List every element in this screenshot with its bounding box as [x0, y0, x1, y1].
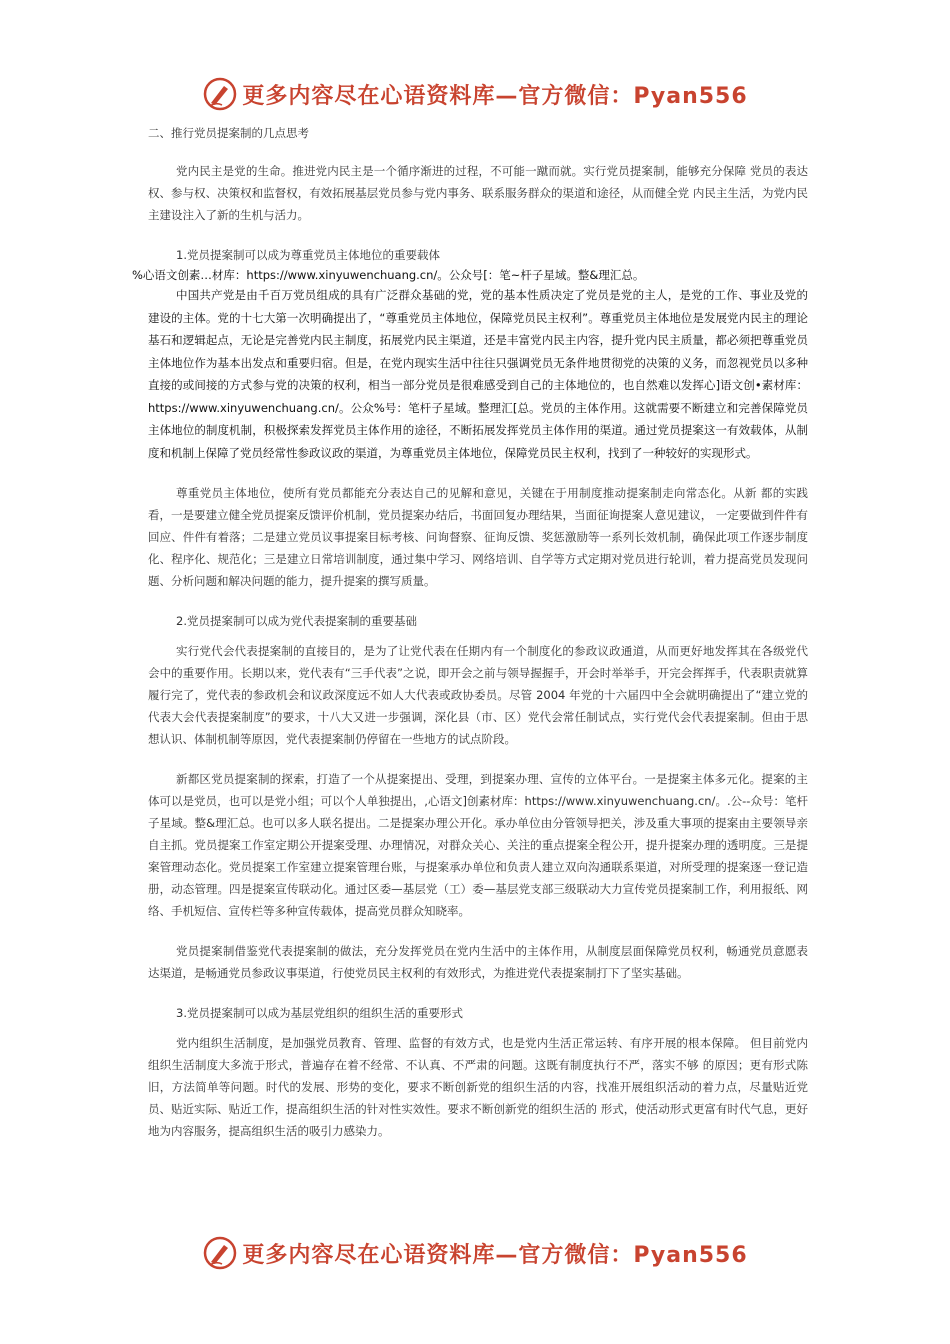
intro-paragraph: 党内民主是党的生命。推进党内民主是一个循序渐进的过程，不可能一蹴而就。实行党员提案制，能够充分保障 党员的表达权、参与权、决策权和监督权，有效拓展基层党员参与党内事务、联系服务群众的渠道和途径，从而健全党 内民主生活，为党内民主建设注入了新的生机与活力。	[148, 164, 808, 222]
document-body	[132, 122, 808, 1160]
banner-text: 更多内容尽在心语资料库—官方微信：Pyan556	[242, 83, 748, 109]
section-heading: 二、推行党员提案制的几点思考	[148, 126, 309, 140]
header-watermark-banner	[0, 74, 950, 114]
pen-writing-icon	[202, 1235, 238, 1271]
banner-text: 更多内容尽在心语资料库—官方微信：Pyan556	[242, 1242, 748, 1268]
subheading-2: 2.党员提案制可以成为党代表提案制的重要基础	[176, 614, 417, 628]
subheading-1: 1.党员提案制可以成为尊重党员主体地位的重要载体	[176, 248, 440, 262]
footer-watermark-banner	[0, 1233, 950, 1273]
pen-writing-icon	[202, 76, 238, 112]
paragraph-2: 尊重党员主体地位，使所有党员都能充分表达自己的见解和意见，关键在于用制度推动提案制走向常态化。从新 都的实践看，一是要建立健全党员提案反馈评价机制，党员提案办结后，书面回复办理结果，当面征询提案人意见建议， 一定要做到件件有回应、件件有着落；二是建立党员议事提案目标考核、问询督察、征询反馈、奖惩激励等一系列长效机制，确保此项工作逐步制度化、程序化、规范化；三是建立日常培训制度，通过集中学习、网络培训、自学等方式定期对党员进行轮训，着力提高党员发现问题、分析问题和解决问题的能力，提升提案的撰写质量。	[148, 486, 808, 588]
paragraph-5: 党员提案制借鉴党代表提案制的做法，充分发挥党员在党内生活中的主体作用，从制度层面保障党员权利，畅通党员意愿表达渠道，是畅通党员参政议事渠道，行使党员民主权利的有效形式，为推进党代表提案制打下了坚实基础。	[148, 944, 808, 980]
paragraph-1: 中国共产党是由千百万党员组成的具有广泛群众基础的党，党的基本性质决定了党员是党的主人，是党的工作、事业及党的建设的主体。党的十七大第一次明确提出了，“尊重党员主体地位，保障党员民主权利”。尊重党员主体地位是发展党内民主的理论基石和逻辑起点，无论是完善党内民主制度，拓展党内民主渠道，还是丰富党内民主内容，提升党内民主质量，都必须把尊重党员主体地位作为基本出发点和重要归宿。但是，在党内现实生活中往往只强调党员无条件地贯彻党的决策的义务，而忽视党员以多种直接的或间接的方式参与党的决策的权利，相当一部分党员是很难感受到自己的主体地位的，也自然难以发挥心]语文创•素材库：https://www.xinyuwenchuang.cn/。公众%号：笔杆子星域。整理汇[总。党员的主体作用。这就需要不断建立和完善保障党员主体地位的制度机制，积极探索发挥党员主体作用的途径，不断拓展发挥党员主体作用的渠道。通过党员提案这一有效载体，从制度和机制上保障了党员经常性参政议政的渠道，为尊重党员主体地位，保障党员民主权利，找到了一种较好的实现形式。	[148, 288, 808, 460]
paragraph-4: 新都区党员提案制的探索，打造了一个从提案提出、受理，到提案办理、宣传的立体平台。一是提案主体多元化。提案的主体可以是党员，也可以是党小组；可以个人单独提出，,心语文]创素材库：https://www.xinyuwenchuang.cn/。.公--众号：笔杆子星域。整&理汇总。也可以多人联名提出。二是提案办理公开化。承办单位由分管领导把关，涉及重大事项的提案由主要领导亲自主抓。党员提案工作室定期公开提案受理、办理情况，对群众关心、关注的重点提案全程公开，提升提案办理的透明度。三是提案管理动态化。党员提案工作室建立提案管理台账，与提案承办单位和负责人建立双向沟通联系渠道，对所受理的提案逐一登记造册，动态管理。四是提案宣传联动化。通过区委—基层党（工）委—基层党支部三级联动大力宣传党员提案制工作，利用报纸、网络、手机短信、宣传栏等多种宣传载体，提高党员群众知晓率。	[148, 772, 808, 918]
paragraph-3: 实行党代会代表提案制的直接目的，是为了让党代表在任期内有一个制度化的参政议政通道，从而更好地发挥其在各级党代会中的重要作用。长期以来，党代表有“三手代表”之说，即开会之前与领导握握手，开会时举举手，开完会挥挥手，代表职责就算履行完了，党代表的参政机会和议政深度远不如人大代表或政协委员。尽管 2004 年党的十六届四中全会就明确提出了“建立党的代表大会代表提案制度”的要求，十八大又进一步强调，深化县（市、区）党代会常任制试点，实行党代会代表提案制。但由于思想认识、体制机制等原因，党代表提案制仍停留在一些地方的试点阶段。	[148, 644, 808, 746]
paragraph-6: 党内组织生活制度，是加强党员教育、管理、监督的有效方式，也是党内生活正常运转、有序开展的根本保障。 但目前党内组织生活制度大多流于形式，普遍存在着不经常、不认真、不严肃的问题。这既有制度执行不严，落实不够 的原因；更有形式陈旧，方法简单等问题。时代的发展、形势的变化，要求不断创新党的组织生活的内容，找准开展组织活动的着力点，尽量贴近党员、贴近实际、贴近工作，提高组织生活的针对性实效性。要求不断创新党的组织生活的 形式，使活动形式更富有时代气息，更好地为内容服务，提高组织生活的吸引力感染力。	[148, 1036, 808, 1138]
subheading-3: 3.党员提案制可以成为基层党组织的组织生活的重要形式	[176, 1006, 463, 1020]
source-note-1: %心语文创素…材库：https://www.xinyuwenchuang.cn/。公众号[：笔~杆子星域。整&理汇总。	[132, 268, 645, 282]
